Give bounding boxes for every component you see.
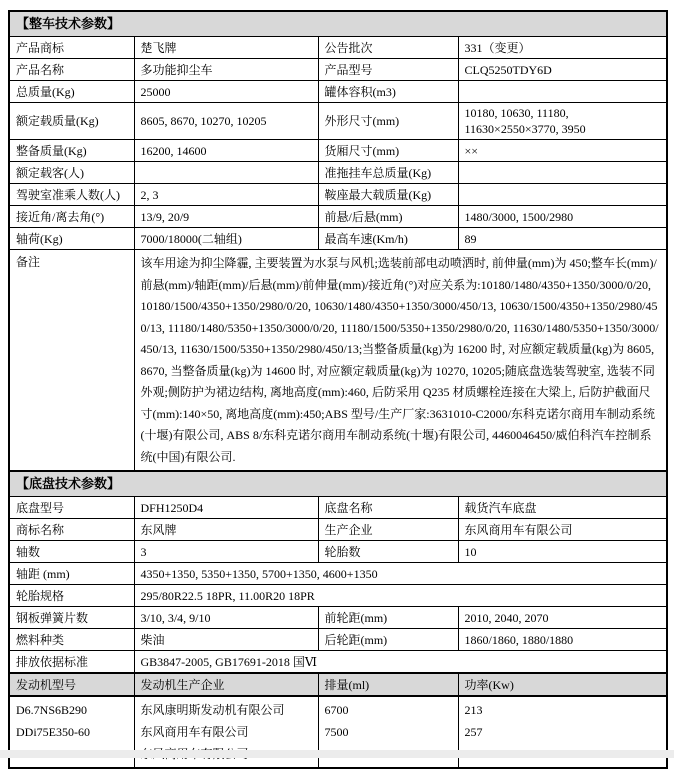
table-row — [9, 497, 667, 519]
param-label: 底盘名称 — [318, 497, 458, 519]
engine-col-maker: 发动机生产企业 — [134, 673, 318, 696]
param-label: 准拖挂车总质量(Kg) — [318, 162, 458, 184]
param-label: 前悬/后悬(mm) — [318, 206, 458, 228]
engine-model: D6.7NS6B290 — [9, 696, 134, 721]
param-label: 轴荷(Kg) — [9, 228, 134, 250]
param-value — [458, 184, 667, 206]
table-row — [9, 563, 667, 585]
param-value: 10 — [458, 541, 667, 563]
param-label: 货厢尺寸(mm) — [318, 140, 458, 162]
remark-text: 该车用途为抑尘降霾, 主要装置为水泵与风机;选装前部电动喷洒时, 前伸量(mm)为 450;整车长(mm)/前悬(mm)/轴距(mm)/后悬(mm)/前伸量(mm)/接近角(°)对应关系为:10180/1480/4350+1350/3000/0/20, 10180/1500/4350+1350/2980/0/20, 10630/1480/4350+1350/3000/450/13, 10630/1500/4350+1350/2980/450/13, 11180/1480/5350+1350/3000/0/20, 11180/1500/5350+1350/2980/0/20, 11630/1480/5350+1350/3000/450/13, 11630/1500/5350+1350/2980/450/13;当整备质量(kg)为 16200 时, 对应额定载质量(kg)为 8605, 8670, 当整备质量(kg)为 14600 时, 对应额定载质量(kg)为 10270, 10205;随底盘选装驾驶室, 选装不同外观;侧防护为裙边结构, 离地高度(mm):460, 后防采用 Q235 材质螺栓连接在大梁上, 后防护截面尺寸(mm):140×50, 离地高度(mm):450;ABS 型号/生产厂家:3631010-C2000/东科克诺尔商用车制动系统(十堰)有限公司, ABS 8/东科克诺尔商用车制动系统(十堰)有限公司, 4460046450/威伯科汽车控制系统(中国)有限公司. — [134, 250, 667, 472]
table-row — [9, 103, 667, 140]
engine-model: DDi75E350-60 — [9, 721, 134, 743]
engine-power: 257 — [458, 721, 667, 743]
param-value: 13/9, 20/9 — [134, 206, 318, 228]
param-value: 295/80R22.5 18PR, 11.00R20 18PR — [134, 585, 667, 607]
param-label: 产品商标 — [9, 37, 134, 59]
param-value: 3/10, 3/4, 9/10 — [134, 607, 318, 629]
section-title-vehicle-row — [9, 11, 667, 37]
param-label: 接近角/离去角(°) — [9, 206, 134, 228]
param-label: 前轮距(mm) — [318, 607, 458, 629]
param-label: 产品型号 — [318, 59, 458, 81]
param-value: 89 — [458, 228, 667, 250]
table-row — [9, 585, 667, 607]
table-row — [9, 228, 667, 250]
table-row — [9, 629, 667, 651]
table-row — [9, 206, 667, 228]
param-label: 生产企业 — [318, 519, 458, 541]
param-value: 10180, 10630, 11180, 11630×2550×3770, 3950 — [458, 103, 667, 140]
table-row — [9, 184, 667, 206]
engine-displacement: 7500 — [318, 721, 458, 743]
table-row — [9, 81, 667, 103]
engine-maker: 东风康明斯发动机有限公司 — [134, 696, 318, 721]
param-value: 7000/18000(二轴组) — [134, 228, 318, 250]
param-label: 商标名称 — [9, 519, 134, 541]
param-value: 4350+1350, 5350+1350, 5700+1350, 4600+1350 — [134, 563, 667, 585]
table-row — [9, 519, 667, 541]
table-row — [9, 37, 667, 59]
param-label: 产品名称 — [9, 59, 134, 81]
spec-table — [8, 10, 668, 769]
engine-col-model: 发动机型号 — [9, 673, 134, 696]
table-row — [9, 541, 667, 563]
param-label: 轴数 — [9, 541, 134, 563]
param-label: 最高车速(Km/h) — [318, 228, 458, 250]
param-label: 总质量(Kg) — [9, 81, 134, 103]
page-bottom-strip — [0, 750, 674, 758]
param-value: 楚飞牌 — [134, 37, 318, 59]
param-value: ×× — [458, 140, 667, 162]
param-label: 额定载质量(Kg) — [9, 103, 134, 140]
table-row — [9, 651, 667, 674]
param-value: 多功能抑尘车 — [134, 59, 318, 81]
param-label: 底盘型号 — [9, 497, 134, 519]
spec-document — [8, 10, 666, 769]
section-title-chassis-row — [9, 471, 667, 497]
remark-label: 备注 — [9, 250, 134, 472]
param-label: 轮胎规格 — [9, 585, 134, 607]
section-title-chassis: 【底盘技术参数】 — [9, 471, 667, 497]
engine-displacement: 6700 — [318, 696, 458, 721]
param-label: 罐体容积(m3) — [318, 81, 458, 103]
param-value: 1860/1860, 1880/1880 — [458, 629, 667, 651]
remark-row — [9, 250, 667, 472]
param-value — [458, 81, 667, 103]
param-label: 钢板弹簧片数 — [9, 607, 134, 629]
param-label: 鞍座最大载质量(Kg) — [318, 184, 458, 206]
engine-row — [9, 721, 667, 743]
param-label: 燃料种类 — [9, 629, 134, 651]
param-value: 东风牌 — [134, 519, 318, 541]
engine-power: 213 — [458, 696, 667, 721]
param-value: 331（变更） — [458, 37, 667, 59]
param-value: 3 — [134, 541, 318, 563]
param-label: 额定载客(人) — [9, 162, 134, 184]
param-value: 2010, 2040, 2070 — [458, 607, 667, 629]
param-label: 整备质量(Kg) — [9, 140, 134, 162]
table-row — [9, 162, 667, 184]
table-row — [9, 59, 667, 81]
param-value: GB3847-2005, GB17691-2018 国Ⅵ — [134, 651, 667, 674]
param-value: CLQ5250TDY6D — [458, 59, 667, 81]
param-value: 1480/3000, 1500/2980 — [458, 206, 667, 228]
param-label: 轮胎数 — [318, 541, 458, 563]
param-label: 后轮距(mm) — [318, 629, 458, 651]
param-label: 公告批次 — [318, 37, 458, 59]
param-label: 排放依据标准 — [9, 651, 134, 674]
table-row — [9, 607, 667, 629]
param-value: 25000 — [134, 81, 318, 103]
param-value — [458, 162, 667, 184]
engine-row — [9, 696, 667, 721]
engine-col-displacement: 排量(ml) — [318, 673, 458, 696]
param-value — [134, 162, 318, 184]
param-label: 外形尺寸(mm) — [318, 103, 458, 140]
param-label: 轴距 (mm) — [9, 563, 134, 585]
section-title-vehicle: 【整车技术参数】 — [9, 11, 667, 37]
param-value: 16200, 14600 — [134, 140, 318, 162]
table-row — [9, 140, 667, 162]
param-value: 8605, 8670, 10270, 10205 — [134, 103, 318, 140]
engine-maker: 东风商用车有限公司 — [134, 721, 318, 743]
param-value: 柴油 — [134, 629, 318, 651]
engine-header-row — [9, 673, 667, 696]
param-value: 载货汽车底盘 — [458, 497, 667, 519]
param-value: 2, 3 — [134, 184, 318, 206]
engine-col-power: 功率(Kw) — [458, 673, 667, 696]
param-value: DFH1250D4 — [134, 497, 318, 519]
param-label: 驾驶室准乘人数(人) — [9, 184, 134, 206]
param-value: 东风商用车有限公司 — [458, 519, 667, 541]
